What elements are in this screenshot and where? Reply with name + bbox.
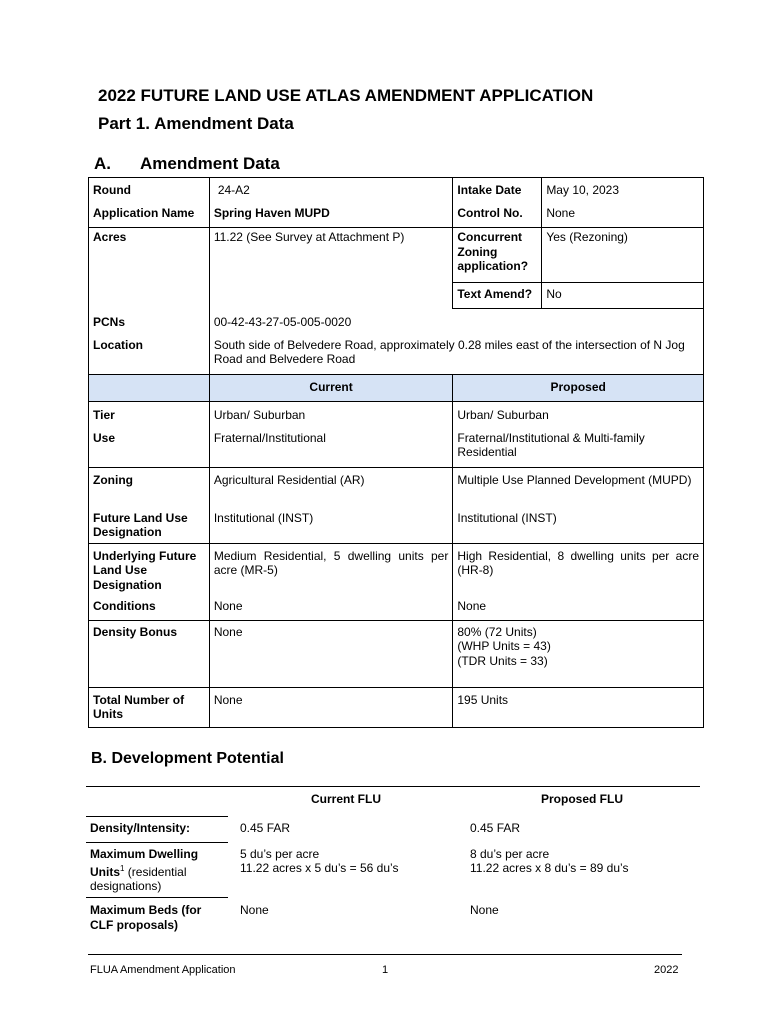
- footnote-marker: 1: [120, 863, 125, 873]
- section-b-heading: B. Development Potential: [91, 750, 284, 767]
- underlying-flu-proposed: High Residential, 8 dwelling units per acre (HR-8): [453, 543, 704, 597]
- concurrent-zoning-label: Concurrent Zoning application?: [453, 228, 542, 283]
- use-proposed: Fraternal/Institutional & Multi-family Residential: [453, 429, 704, 468]
- footer-divider: [88, 954, 682, 955]
- max-dwelling-proposed-line: 11.22 acres x 8 du’s = 89 du’s: [470, 861, 629, 875]
- flu-designation-label: Future Land Use Designation: [89, 509, 210, 544]
- development-potential-table: [86, 786, 700, 935]
- density-intensity-current: 0.45 FAR: [240, 820, 291, 835]
- footer-right: 2022: [654, 964, 679, 976]
- table-row: [89, 597, 704, 621]
- max-dwelling-units-note: (residential designations): [90, 864, 187, 893]
- location-value: South side of Belvedere Road, approximately 0.28 miles east of the intersection of N Jog Road and Belvedere Road: [209, 336, 703, 375]
- proposed-column-header: Proposed: [453, 374, 704, 401]
- table-row: [86, 898, 700, 936]
- section-a-heading: Amendment Data: [140, 154, 280, 173]
- table-row: [86, 817, 700, 843]
- tier-proposed: Urban/ Suburban: [453, 401, 704, 429]
- density-bonus-proposed: [453, 620, 704, 687]
- round-value: 24-A2: [209, 178, 453, 205]
- density-bonus-label: Density Bonus: [89, 620, 210, 687]
- max-dwelling-units-title: Maximum Dwelling Units: [90, 847, 199, 879]
- table-row: [89, 401, 704, 429]
- total-units-current: None: [209, 687, 453, 727]
- density-bonus-line: 80% (72 Units): [457, 624, 537, 639]
- round-label: Round: [89, 178, 210, 205]
- table-row: [89, 228, 704, 283]
- max-dwelling-units-label: [86, 843, 228, 898]
- max-dwelling-current-line: 5 du’s per acre: [240, 846, 320, 861]
- conditions-proposed: None: [453, 597, 704, 621]
- table-row: [86, 843, 700, 898]
- underlying-flu-current: Medium Residential, 5 dwelling units per acre (MR-5): [209, 543, 453, 597]
- location-label: Location: [89, 336, 210, 375]
- current-column-header: Current: [209, 374, 453, 401]
- conditions-current: None: [209, 597, 453, 621]
- concurrent-zoning-value: Yes (Rezoning): [542, 228, 704, 283]
- underlying-flu-label: Underlying Future Land Use Designation: [89, 543, 210, 597]
- document-title: 2022 FUTURE LAND USE ATLAS AMENDMENT APPLICATION: [98, 86, 594, 105]
- table-row: [89, 687, 704, 727]
- max-dwelling-units-proposed: [464, 843, 700, 898]
- pcns-label: PCNs: [89, 309, 210, 336]
- proposed-flu-header: Proposed FLU: [464, 787, 700, 817]
- total-units-label: Total Number of Units: [89, 687, 210, 727]
- table-row: [89, 309, 704, 336]
- intake-date-label: Intake Date: [453, 178, 542, 205]
- max-dwelling-current-line: 11.22 acres x 5 du’s = 56 du’s: [240, 861, 399, 875]
- zoning-label: Zoning: [89, 467, 210, 509]
- application-name-label: Application Name: [89, 204, 210, 228]
- table-row: [89, 620, 704, 687]
- max-beds-label: Maximum Beds (for CLF proposals): [86, 898, 228, 936]
- density-intensity-label: Density/Intensity:: [86, 817, 228, 843]
- footer-left: FLUA Amendment Application: [90, 964, 236, 976]
- table-row: [89, 467, 704, 509]
- amendment-data-table: [88, 177, 704, 728]
- total-units-proposed: 195 Units: [453, 687, 704, 727]
- current-flu-header: Current FLU: [228, 787, 464, 817]
- control-no-label: Control No.: [453, 204, 542, 228]
- page-number: 1: [382, 964, 389, 976]
- max-dwelling-proposed-line: 8 du’s per acre: [470, 846, 550, 861]
- application-name-value: Spring Haven MUPD: [209, 204, 453, 228]
- table-row: [89, 336, 704, 375]
- zoning-proposed: Multiple Use Planned Development (MUPD): [453, 467, 704, 509]
- table-row: [86, 787, 700, 817]
- control-no-value: None: [542, 204, 704, 228]
- part-heading: Part 1. Amendment Data: [98, 114, 294, 133]
- section-a-letter: A.: [94, 154, 111, 173]
- density-bonus-current: None: [209, 620, 453, 687]
- table-row: [89, 204, 704, 228]
- use-label: Use: [89, 429, 210, 468]
- max-dwelling-units-current: [228, 843, 464, 898]
- density-bonus-line: (TDR Units = 33): [457, 653, 548, 668]
- text-amend-value: No: [542, 283, 704, 309]
- use-current: Fraternal/Institutional: [209, 429, 453, 468]
- pcns-value: 00-42-43-27-05-005-0020: [209, 309, 703, 336]
- density-bonus-line: (WHP Units = 43): [457, 639, 551, 653]
- acres-label: Acres: [89, 228, 210, 309]
- text-amend-label: Text Amend?: [453, 283, 542, 309]
- acres-value: 11.22 (See Survey at Attachment P): [209, 228, 453, 309]
- table-row: [89, 543, 704, 597]
- zoning-current: Agricultural Residential (AR): [209, 467, 453, 509]
- table-row: [89, 178, 704, 205]
- tier-label: Tier: [89, 401, 210, 429]
- table-row: [89, 509, 704, 544]
- max-beds-proposed: None: [470, 902, 499, 917]
- flu-designation-proposed: Institutional (INST): [453, 509, 704, 544]
- intake-date-value: May 10, 2023: [542, 178, 704, 205]
- conditions-label: Conditions: [89, 597, 210, 621]
- flu-designation-current: Institutional (INST): [209, 509, 453, 544]
- table-row: [89, 429, 704, 468]
- tier-current: Urban/ Suburban: [209, 401, 453, 429]
- comparison-header-row: [89, 374, 704, 401]
- density-intensity-proposed: 0.45 FAR: [470, 820, 521, 835]
- max-beds-current: None: [240, 902, 269, 917]
